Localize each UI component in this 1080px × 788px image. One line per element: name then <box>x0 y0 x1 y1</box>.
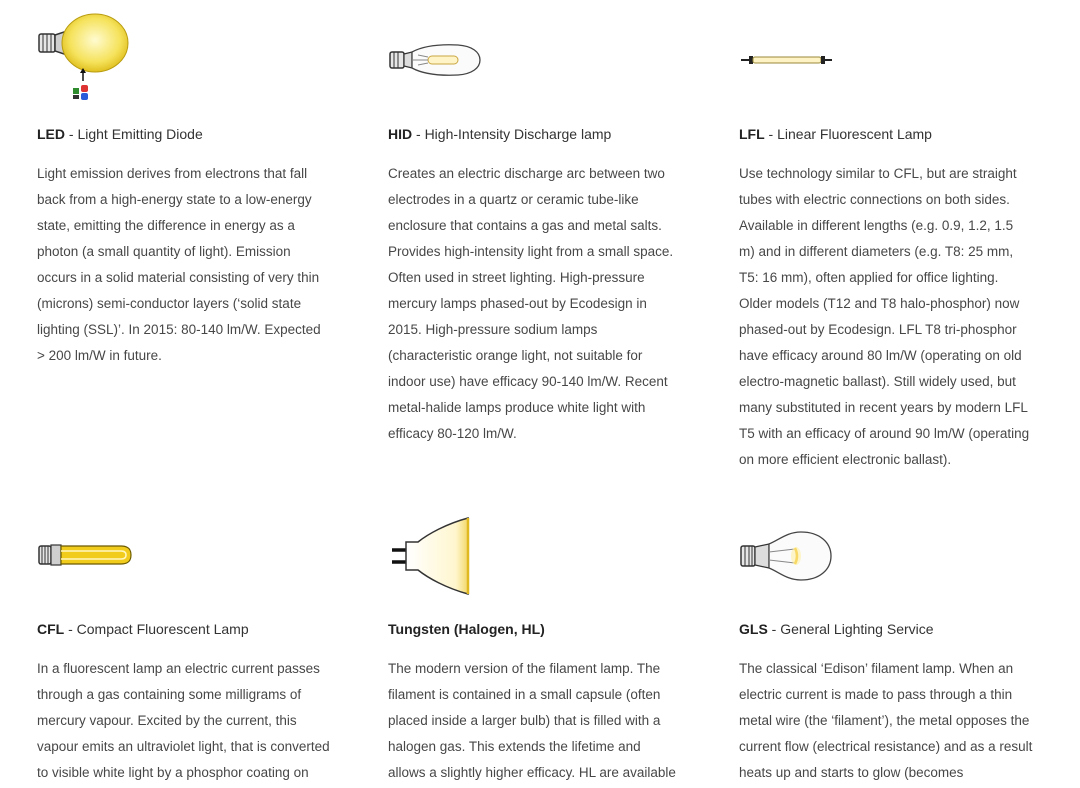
desc-line: Older models (T12 and T8 halo-phosphor) now <box>739 296 1020 311</box>
lamp-abbr: LED <box>37 126 65 142</box>
lamp-abbr: Tungsten (Halogen, HL) <box>388 621 545 637</box>
desc-line: on more efficient electronic ballast). <box>739 452 952 467</box>
lamp-title <box>388 125 718 143</box>
lamp-title <box>37 125 367 143</box>
desc-line: heats up and starts to glow (becomes <box>739 765 964 780</box>
lamp-description <box>388 656 718 786</box>
desc-line: m) and in different diameters (e.g. T8: 25 mm, <box>739 244 1014 259</box>
lamp-abbr: CFL <box>37 621 65 637</box>
lamp-abbr: LFL <box>739 126 765 142</box>
desc-line: many substituted in recent years by modern LFL <box>739 400 1028 415</box>
desc-line: The modern version of the filament lamp. The <box>388 661 661 676</box>
desc-line: T5: 16 mm), often applied for office lighting. <box>739 270 999 285</box>
desc-line: indoor use) have efficacy 90-140 lm/W. Recent <box>388 374 668 389</box>
desc-line: vapour emits an ultraviolet light, that is converted <box>37 739 330 754</box>
desc-line: current flow (electrical resistance) and as a result <box>739 739 1033 754</box>
desc-line: T5 with an efficacy of around 90 lm/W (operating <box>739 426 1030 441</box>
lamp-full-name: - Light Emitting Diode <box>65 126 203 142</box>
desc-line: metal wire (the ‘filament’), the metal opposes the <box>739 713 1030 728</box>
desc-line: placed inside a larger bulb) that is filled with a <box>388 713 661 728</box>
desc-line: Often used in street lighting. High-pressure <box>388 270 645 285</box>
desc-line: photon (a small quantity of light). Emission <box>37 244 291 259</box>
desc-line: electrodes in a quartz or ceramic tube-like <box>388 192 639 207</box>
desc-line: Available in different lengths (e.g. 0.9, 1.2, 1.5 <box>739 218 1014 233</box>
desc-line: state, emitting the difference in energy as a <box>37 218 295 233</box>
lamp-abbr: GLS <box>739 621 768 637</box>
lamp-title <box>739 620 1069 638</box>
desc-line: efficacy 80-120 lm/W. <box>388 426 517 441</box>
desc-line: > 200 lm/W in future. <box>37 348 162 363</box>
lamp-title <box>37 620 367 638</box>
desc-line: In a fluorescent lamp an electric current passes <box>37 661 320 676</box>
desc-line: metal-halide lamps produce white light with <box>388 400 646 415</box>
desc-line: occurs in a solid material consisting of very thin <box>37 270 320 285</box>
desc-line: back from a high-energy state to a low-energy <box>37 192 312 207</box>
desc-line: (characteristic orange light, not suitable for <box>388 348 643 363</box>
lamp-full-name: - Compact Fluorescent Lamp <box>64 621 249 637</box>
desc-line: Creates an electric discharge arc between two <box>388 166 665 181</box>
desc-line: lighting (SSL)’. In 2015: 80-140 lm/W. Expected <box>37 322 321 337</box>
lamp-title <box>388 620 718 638</box>
desc-line: to visible white light by a phosphor coating on <box>37 765 309 780</box>
desc-line: phased-out by Ecodesign. LFL T8 tri-phosphor <box>739 322 1017 337</box>
lamp-full-name: - Linear Fluorescent Lamp <box>764 126 932 142</box>
cfl-lamp-icon <box>37 540 137 570</box>
desc-line: electro-magnetic ballast). Still widely used, but <box>739 374 1016 389</box>
lamp-description <box>739 161 1069 473</box>
lamp-description <box>739 656 1069 786</box>
desc-line: The classical ‘Edison’ filament lamp. When an <box>739 661 1014 676</box>
lamp-full-name: - High-Intensity Discharge lamp <box>412 126 612 142</box>
desc-line: allows a slightly higher efficacy. HL are available <box>388 765 676 780</box>
lamp-description <box>37 656 367 786</box>
desc-line: electric current is made to pass through a thin <box>739 687 1013 702</box>
desc-line: Provides high-intensity light from a small space. <box>388 244 674 259</box>
lamp-title <box>739 125 1069 143</box>
lamp-full-name: - General Lighting Service <box>767 621 934 637</box>
hid-lamp-icon <box>388 40 488 80</box>
desc-line: (microns) semi-conductor layers (‘solid state <box>37 296 302 311</box>
desc-line: Light emission derives from electrons that fall <box>37 166 308 181</box>
lamp-description <box>37 161 367 369</box>
halogen-reflector-icon <box>388 512 478 602</box>
desc-line: 2015. High-pressure sodium lamps <box>388 322 598 337</box>
desc-line: mercury vapour. Excited by the current, this <box>37 713 297 728</box>
desc-line: through a gas containing some milligrams of <box>37 687 302 702</box>
desc-line: tubes with electric connections on both sides. <box>739 192 1010 207</box>
linear-tube-icon <box>739 52 839 68</box>
desc-line: have efficacy around 80 lm/W (operating on old <box>739 348 1022 363</box>
filament-bulb-icon <box>739 530 839 582</box>
desc-line: Use technology similar to CFL, but are straight <box>739 166 1017 181</box>
desc-line: mercury lamps phased-out by Ecodesign in <box>388 296 647 311</box>
led-bulb-icon <box>37 10 137 110</box>
lamp-description <box>388 161 718 447</box>
desc-line: enclosure that contains a gas and metal salts. <box>388 218 662 233</box>
lamp-abbr: HID <box>388 126 413 142</box>
desc-line: filament is contained in a small capsule (often <box>388 687 661 702</box>
desc-line: halogen gas. This extends the lifetime and <box>388 739 641 754</box>
